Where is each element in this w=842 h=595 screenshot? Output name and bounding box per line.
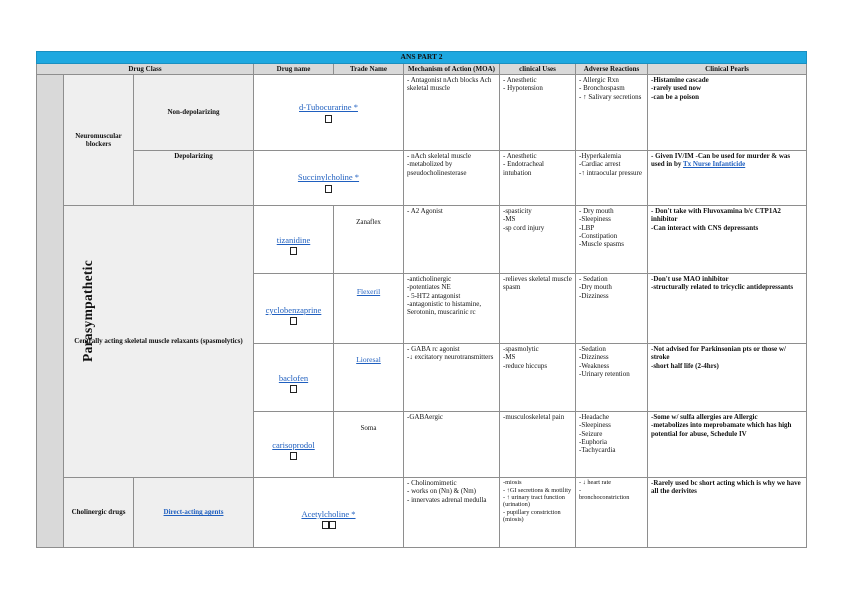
pearls-cell: - Given IV/IM -Can be used for murder & was used in by Tx Nurse Infanticide xyxy=(648,151,807,206)
header-clinical-uses: clinical Uses xyxy=(500,63,576,74)
moa-cell: - A2 Agonist xyxy=(404,206,500,274)
header-adverse-reactions: Adverse Reactions xyxy=(576,63,648,74)
audio-box-icon[interactable] xyxy=(325,115,332,123)
subclass-non-depolarizing: Non-depolarizing xyxy=(134,75,254,151)
drug-cell xyxy=(254,151,404,206)
class-neuromuscular-blockers: Neuromuscular blockers xyxy=(64,75,134,206)
drug-link-carisoprodol[interactable]: carisoprodol xyxy=(272,439,315,450)
drug-cell xyxy=(254,478,404,548)
trade-cell: Soma xyxy=(334,412,404,478)
drug-link-succinylcholine[interactable]: Succinylcholine * xyxy=(297,172,360,183)
pearls-cell: -Don't use MAO inhibitor -structurally related to tricyclic antidepressants xyxy=(648,274,807,344)
audio-box-icon[interactable] xyxy=(290,247,297,255)
uses-cell: -relieves skeletal muscle spasm xyxy=(500,274,576,344)
pearls-cell: - Don't take with Fluvoxamina b/c CTP1A2 inhibitor -Can interact with CNS depressants xyxy=(648,206,807,274)
pearls-cell: -Some w/ sulfa allergies are Allergic -metabolizes into meprobamate which has high potential for abuse, Schedule IV xyxy=(648,412,807,478)
drug-link-d-tubocurarine[interactable]: d-Tubocurarine * xyxy=(299,102,358,113)
parasympathetic-label: Parasympathetic xyxy=(37,75,64,548)
subclass-direct-acting xyxy=(134,478,254,548)
uses-cell: -spasmolytic -MS -reduce hiccups xyxy=(500,344,576,412)
adverse-cell: - ↓ heart rate - bronchoconstriction xyxy=(576,478,648,548)
moa-cell: - GABA rc agonist -↓ excitatory neurotransmitters xyxy=(404,344,500,412)
drug-cell xyxy=(254,274,334,344)
uses-cell: -musculoskeletal pain xyxy=(500,412,576,478)
audio-box-icon[interactable] xyxy=(329,521,336,529)
table-title: ANS PART 2 xyxy=(37,52,807,64)
table-row xyxy=(37,206,807,274)
uses-cell: - Anesthetic - Endotracheal intubation xyxy=(500,151,576,206)
drug-cell xyxy=(254,412,334,478)
adverse-cell: -Headache -Sleepiness -Seizure -Euphoria -Tachycardia xyxy=(576,412,648,478)
audio-box-icon[interactable] xyxy=(290,452,297,460)
header-trade-name: Trade Name xyxy=(334,63,404,74)
adverse-cell: - Sedation -Dry mouth -Dizziness xyxy=(576,274,648,344)
trade-link-flexeril[interactable]: Flexeril xyxy=(356,287,381,297)
drug-cell xyxy=(254,344,334,412)
class-centrally-acting: Centrally acting skeletal muscle relaxants (spasmolytics) xyxy=(64,206,254,478)
moa-cell: - Cholinomimetic - works on (Nn) & (Nm) - innervates adrenal medulla xyxy=(404,478,500,548)
uses-cell: -spasticity -MS -sp cord injury xyxy=(500,206,576,274)
table-row xyxy=(37,478,807,548)
drug-link-tizanidine[interactable]: tizanidine xyxy=(276,234,311,245)
header-moa: Mechanism of Action (MOA) xyxy=(404,63,500,74)
adverse-cell: - Allergic Rxn - Bronchospasm - ↑ Salivary secretions xyxy=(576,75,648,151)
link-tx-nurse-infanticide[interactable]: Tx Nurse Infanticide xyxy=(682,160,746,169)
moa-cell: -GABAergic xyxy=(404,412,500,478)
trade-cell xyxy=(334,274,404,344)
drug-link-acetylcholine[interactable]: Acetylcholine * xyxy=(301,508,356,519)
table-row xyxy=(37,151,807,206)
moa-cell: - Antagonist nAch blocks Ach skeletal muscle xyxy=(404,75,500,151)
adverse-cell: - Dry mouth -Sleepiness -LBP -Constipation -Muscle spasms xyxy=(576,206,648,274)
pearls-cell: -Histamine cascade -rarely used now -can be a poison xyxy=(648,75,807,151)
uses-cell: -miosis - ↑GI secretions & motility - ↑ urinary tract function (urination) - pupillary constriction (miosis) xyxy=(500,478,576,548)
header-clinical-pearls: Clinical Pearls xyxy=(648,63,807,74)
drug-link-cyclobenzaprine[interactable]: cyclobenzaprine xyxy=(265,304,322,315)
drug-cell xyxy=(254,75,404,151)
pearls-cell: -Not advised for Parkinsonian pts or those w/ stroke -short half life (2-4hrs) xyxy=(648,344,807,412)
class-cholinergic-drugs: Cholinergic drugs xyxy=(64,478,134,548)
subclass-depolarizing: Depolarizing xyxy=(134,151,254,206)
adverse-cell: -Hyperkalemia -Cardiac arrest -↑ intraocular pressure xyxy=(576,151,648,206)
table-row xyxy=(37,75,807,151)
trade-cell xyxy=(334,344,404,412)
pearls-cell: -Rarely used bc short acting which is why we have all the derivites xyxy=(648,478,807,548)
moa-cell: -anticholinergic -potentiates NE - 5-HT2 antagonist -antagonistic to histamine, Serotonin, muscarinic rc xyxy=(404,274,500,344)
audio-box-icon[interactable] xyxy=(290,385,297,393)
trade-cell: Zanaflex xyxy=(334,206,404,274)
header-drug-name: Drug name xyxy=(254,63,334,74)
header-drug-class: Drug Class xyxy=(37,63,254,74)
drug-link-baclofen[interactable]: baclofen xyxy=(278,372,309,383)
audio-box-icon[interactable] xyxy=(325,185,332,193)
audio-box-icon[interactable] xyxy=(322,521,329,529)
link-direct-acting-agents[interactable]: Direct-acting agents xyxy=(163,508,224,517)
audio-box-icon[interactable] xyxy=(290,317,297,325)
adverse-cell: -Sedation -Dizziness -Weakness -Urinary retention xyxy=(576,344,648,412)
ans-table xyxy=(36,51,807,548)
uses-cell: - Anesthetic - Hypotension xyxy=(500,75,576,151)
trade-link-lioresal[interactable]: Lioresal xyxy=(356,355,381,365)
moa-cell: - nAch skeletal muscle -metabolized by pseudocholinesterase xyxy=(404,151,500,206)
drug-cell xyxy=(254,206,334,274)
